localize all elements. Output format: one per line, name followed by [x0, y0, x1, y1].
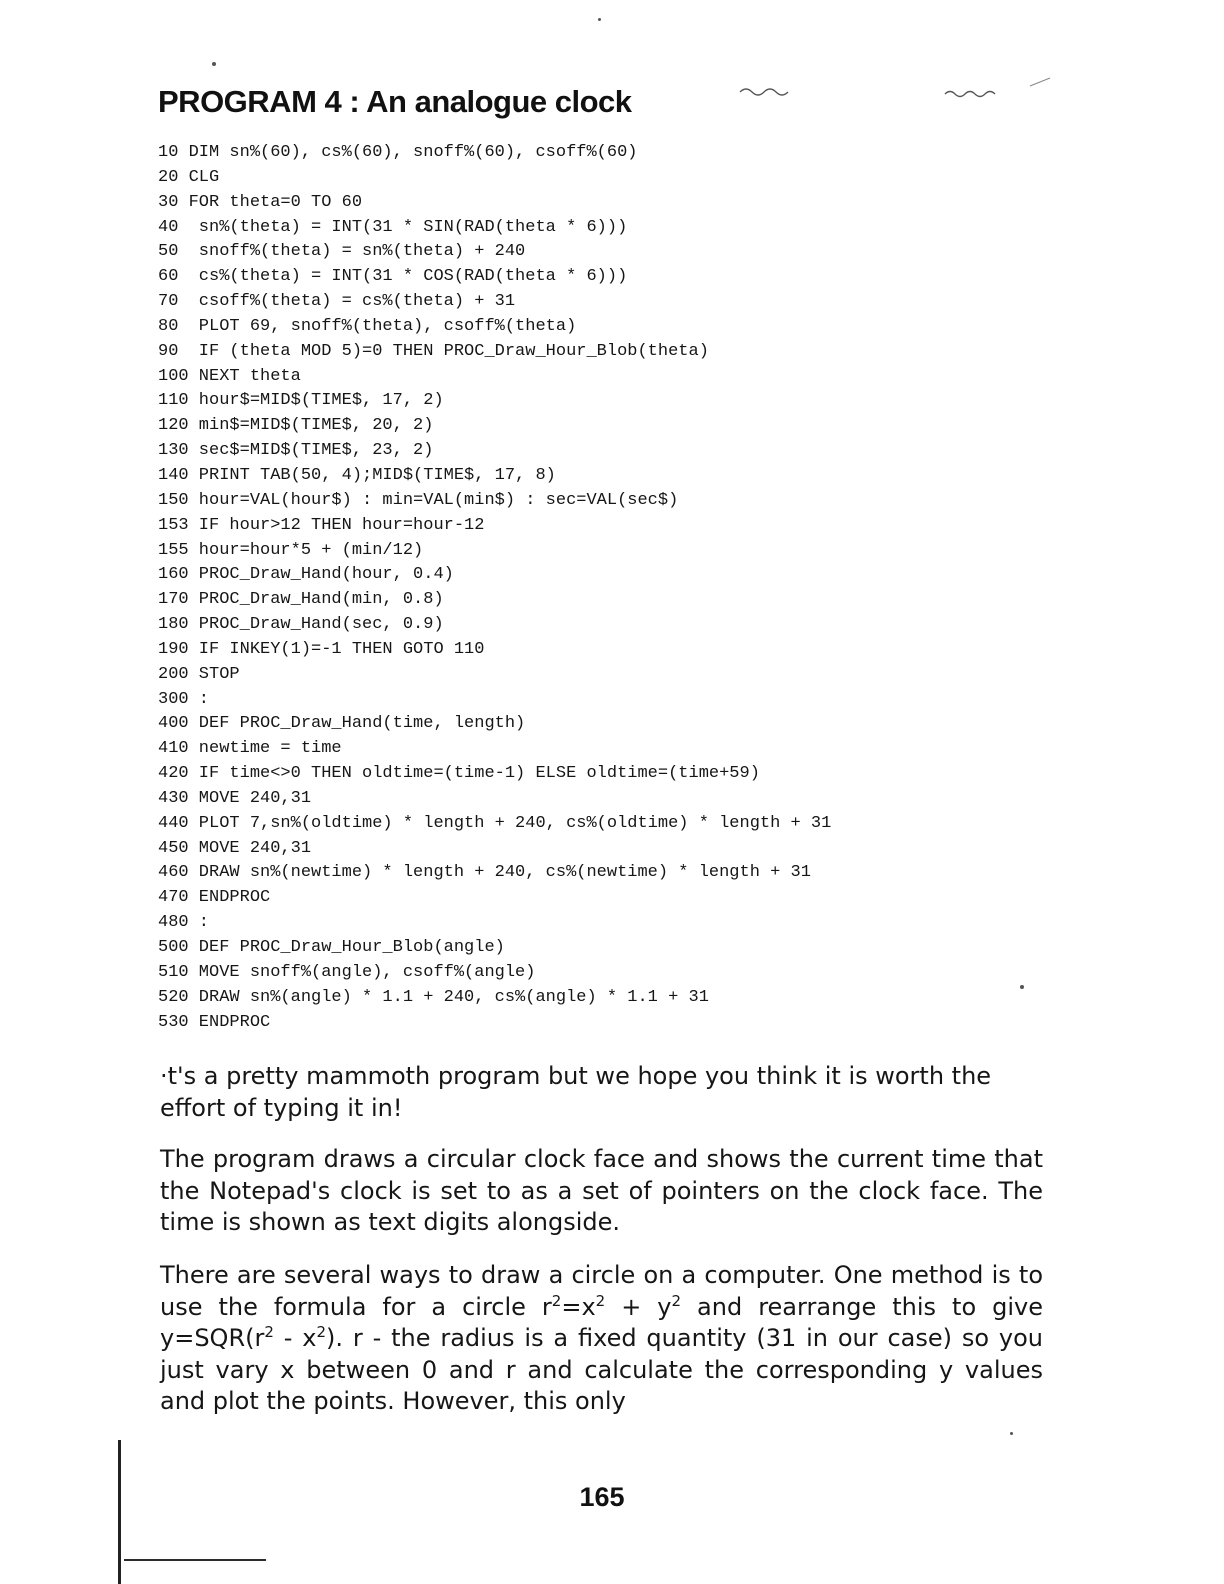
scan-noise-marks	[700, 72, 1100, 112]
dust-speck	[1010, 1432, 1013, 1435]
superscript: 2	[264, 1323, 274, 1341]
superscript: 2	[595, 1291, 606, 1310]
code-listing	[158, 141, 831, 1035]
paragraph-3-text: + y	[605, 1292, 672, 1321]
code-line: 470 ENDPROC	[158, 888, 271, 908]
code-line: 520 DRAW sn%(angle) * 1.1 + 240, cs%(angle) * 1.1 + 31	[158, 987, 709, 1007]
code-line: 430 MOVE 240,31	[158, 788, 312, 808]
code-line: 450 MOVE 240,31	[158, 838, 312, 858]
code-line: 460 DRAW sn%(newtime) * length + 240, cs%(newtime) * length + 31	[158, 863, 811, 883]
code-line: 70 csoff%(theta) = cs%(theta) + 31	[158, 292, 516, 312]
code-line: 120 min$=MID$(TIME$, 20, 2)	[158, 416, 434, 436]
page-number: 165	[579, 1482, 625, 1512]
code-line: 60 cs%(theta) = INT(31 * COS(RAD(theta * 6)))	[158, 267, 628, 287]
code-line: 155 hour=hour*5 + (min/12)	[158, 540, 424, 560]
code-line: 420 IF time<>0 THEN oldtime=(time-1) ELSE oldtime=(time+59)	[158, 764, 760, 784]
superscript: 2	[551, 1291, 562, 1310]
superscript: 2	[316, 1323, 327, 1341]
code-line: 153 IF hour>12 THEN hour=hour-12	[158, 515, 485, 535]
code-line: 530 ENDPROC	[158, 1012, 271, 1032]
paragraph-3-text: - x	[273, 1324, 317, 1352]
code-line: 180 PROC_Draw_Hand(sec, 0.9)	[158, 615, 444, 635]
code-line: 90 IF (theta MOD 5)=0 THEN PROC_Draw_Hour_Blob(theta)	[158, 341, 709, 361]
code-line: 30 FOR theta=0 TO 60	[158, 192, 363, 212]
code-line: 20 CLG	[158, 167, 220, 187]
program-title: PROGRAM 4 : An analogue clock	[158, 84, 632, 119]
superscript: 2	[671, 1291, 682, 1310]
paragraph-3	[160, 1260, 1043, 1418]
code-line: 300 :	[158, 689, 210, 709]
dust-speck	[598, 18, 601, 21]
paragraph-3-text: There are several ways to draw a circle on a computer. One method is to use the formula for a circle r	[160, 1261, 1043, 1321]
dust-speck	[1020, 985, 1024, 989]
paragraph-3-text: ). r - the radius is a fixed quantity (31 in our case) so you just vary x between 0 and r and calculate the corresponding y values and plot the points. However, this only	[160, 1324, 1043, 1415]
code-line: 500 DEF PROC_Draw_Hour_Blob(angle)	[158, 938, 505, 957]
code-line: 110 hour$=MID$(TIME$, 17, 2)	[158, 391, 444, 411]
code-line: 440 PLOT 7,sn%(oldtime) * length + 240, cs%(oldtime) * length + 31	[158, 813, 832, 833]
code-line: 80 PLOT 69, snoff%(theta), csoff%(theta)	[158, 316, 577, 336]
code-line: 100 NEXT theta	[158, 366, 301, 386]
dust-speck	[212, 62, 216, 66]
paragraph-1: ·t's a pretty mammoth program but we hope you think it is worth the effort of typing it in!	[160, 1062, 992, 1122]
paragraph-2: The program draws a circular clock face and shows the current time that the Notepad's clock is set to as a set of pointers on the clock face. The time is shown as text digits alongside.	[160, 1145, 1043, 1236]
paragraph-3-text: and rearrange this to give y=SQR(r	[160, 1292, 1043, 1352]
code-line: 50 snoff%(theta) = sn%(theta) + 240	[158, 242, 526, 262]
code-line: 40 sn%(theta) = INT(31 * SIN(RAD(theta * 6)))	[158, 217, 628, 237]
code-line: 480 :	[158, 913, 210, 933]
code-line: 400 DEF PROC_Draw_Hand(time, length)	[158, 714, 526, 734]
code-line: 410 newtime = time	[158, 739, 342, 759]
scan-edge-line	[118, 1440, 121, 1584]
code-line: 150 hour=VAL(hour$) : min=VAL(min$) : sec=VAL(sec$)	[158, 490, 679, 510]
paragraph-3-text: =x	[561, 1292, 596, 1321]
code-line: 200 STOP	[158, 664, 240, 684]
code-line: 190 IF INKEY(1)=-1 THEN GOTO 110	[158, 639, 485, 659]
code-line: 140 PRINT TAB(50, 4);MID$(TIME$, 17, 8)	[158, 465, 556, 485]
code-line: 510 MOVE snoff%(angle), csoff%(angle)	[158, 962, 536, 982]
scan-underline	[124, 1559, 266, 1561]
code-line: 10 DIM sn%(60), cs%(60), snoff%(60), csoff%(60)	[158, 143, 638, 162]
code-line: 160 PROC_Draw_Hand(hour, 0.4)	[158, 565, 454, 585]
code-line: 130 sec$=MID$(TIME$, 23, 2)	[158, 441, 434, 461]
code-line: 170 PROC_Draw_Hand(min, 0.8)	[158, 590, 444, 610]
